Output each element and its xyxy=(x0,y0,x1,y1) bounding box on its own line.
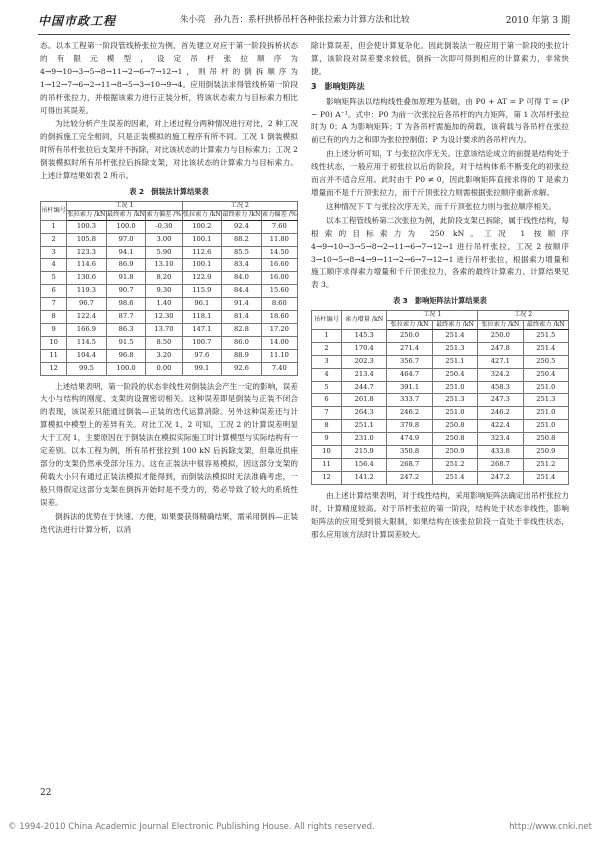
table-cell: 251.0 xyxy=(523,420,568,433)
table-cell: 250.4 xyxy=(523,368,568,381)
table-cell: 6 xyxy=(312,394,342,407)
copyright-notice: © 1994-2010 China Academic Journal Electronic Publishing House. All rights reserved. xyxy=(8,822,375,832)
table-cell: 99.1 xyxy=(182,362,222,375)
table-cell: 94.1 xyxy=(106,246,146,259)
paragraph: 为比较分析产生误差的因素，对上述过程分两种情况进行对比，2 种工况的倒拆施工完全相同，只是正装模拟的施工程序有所不同。工况 1 倒装模拟时所有吊杆张拉后支架并不拆除，对比该状态的计算索力与目标索力；工况 2 倒装模拟时所有吊杆张拉后拆除支架，对比该状态的计算索力与目标索力。上述计算结果如表 2 所示。 xyxy=(40,119,298,181)
table-cell: 96.1 xyxy=(182,298,222,311)
table-header: 最终索力 /kN xyxy=(222,211,261,219)
paragraph: 除计算误差，但会使计算复杂化。因此倒装法一般应用于第一阶段的张拉计算，该阶段对误差要求较低，倒拆一次即可得到相应的计算索力，非常快捷。 xyxy=(311,41,569,76)
table-cell: 271.4 xyxy=(387,342,432,355)
table-cell: 91.4 xyxy=(222,298,262,311)
table-cell: 12.30 xyxy=(146,311,182,324)
table-cell: 86.0 xyxy=(222,336,262,349)
table-cell: 9 xyxy=(312,433,342,446)
table-cell: 84.4 xyxy=(222,285,262,298)
paragraph: 以本工程管线桥第二次张拉为例，此阶段支架已拆除，属于线性结构，每根索的目标索力为 250 kN。工况 1 按顺序 4→9→10→3→5→8→2→11→6→7→12→1 进行吊杆张拉，工况 2 按顺序 3→10→5→8→4→9→11→2→6→7→12→1 进行吊杆张拉，根据索力增量和施工顺序求得索力增量和千斤顶张拉力，各索的最终计算索力、计算结果见表 3。 xyxy=(311,215,569,290)
table-cell: 247.2 xyxy=(478,471,523,484)
table-cell: 2 xyxy=(312,342,342,355)
paragraph: 态。以本工程第一阶段管线桥张拉为例，首先建立对应于第一阶段拆桥状态的有限元模型，设定吊杆张拉顺序为 4→9→10→3→5→8→11→2→6→7→12→1，则吊杆的倒拆顺序为 1→12→7→6→2→11→8→5→3→10→9→4。应用倒装法求得管线桥第一阶段的吊杆张拉力，并根据该索力进行正装分析，将该状态索力与目标索力相比可得出其误差。 xyxy=(40,41,298,115)
table-header: 索力增量 /kN xyxy=(341,311,386,330)
table-cell: 264.3 xyxy=(341,407,386,420)
table-cell: 250.9 xyxy=(523,446,568,459)
table-cell: 16.60 xyxy=(261,259,297,272)
table-cell: 3.20 xyxy=(146,349,182,362)
table-header: 工况 1 xyxy=(67,201,182,210)
page-footer xyxy=(8,822,592,832)
table-cell: 5.90 xyxy=(146,246,182,259)
table-cell: 250.9 xyxy=(432,446,477,459)
table-header: 最终索力 /kN xyxy=(432,320,477,329)
table-cell: 9 xyxy=(41,323,67,336)
table-cell: 118.1 xyxy=(182,311,222,324)
table-row xyxy=(41,233,298,246)
table-row xyxy=(312,471,569,484)
table-cell: 3 xyxy=(41,246,67,259)
table-cell: 391.1 xyxy=(387,381,432,394)
paragraph: 由上述计算结果表明，对于线性结构，采用影响矩阵法确定出吊杆张拉力时，计算精度较高。对于吊杆张拉的第一阶段，结构处于状态非线性，影响矩阵法的应用受到很大限制，如果结构在该张拉阶段一直处于非线性状态，那么应用该方法时计算误差较大。 xyxy=(311,490,569,539)
footer-url: http://www.cnki.net xyxy=(509,822,592,832)
table-cell: 145.3 xyxy=(341,329,386,342)
table-cell: 100.0 xyxy=(106,362,146,375)
table-cell: 4 xyxy=(41,259,67,272)
table-row xyxy=(41,336,298,349)
table-cell: 97.0 xyxy=(106,233,146,246)
table-cell: 11 xyxy=(41,349,67,362)
table-cell: 97.6 xyxy=(182,349,222,362)
table-cell: 247.8 xyxy=(478,342,523,355)
table-cell: 250.8 xyxy=(523,433,568,446)
table-cell: 251.0 xyxy=(432,407,477,420)
table-cell: 10 xyxy=(41,336,67,349)
table-header: 最终索力 /kN xyxy=(107,211,145,219)
table-cell: 246.2 xyxy=(387,407,432,420)
table-cell: 130.6 xyxy=(67,272,107,285)
table-cell: 251.4 xyxy=(432,471,477,484)
table-cell: 12 xyxy=(312,471,342,484)
table-cell: 251.0 xyxy=(523,381,568,394)
table-cell: 10 xyxy=(312,446,342,459)
table-cell: 86.3 xyxy=(106,323,146,336)
table-cell: 250.0 xyxy=(387,329,432,342)
table-cell: 114.5 xyxy=(67,336,107,349)
table-row xyxy=(312,342,569,355)
table-cell: 251.3 xyxy=(523,394,568,407)
issue-number: 2010 年第 3 期 xyxy=(505,16,570,26)
table-cell: 251.4 xyxy=(432,329,477,342)
table-cell: 86.9 xyxy=(106,259,146,272)
table-header: 张拉索力 /kN xyxy=(67,211,106,219)
table-cell: 1 xyxy=(312,329,342,342)
table-cell: 8 xyxy=(41,311,67,324)
table-cell: 100.1 xyxy=(182,259,222,272)
table-row xyxy=(312,407,569,420)
table-cell: 247.2 xyxy=(387,471,432,484)
table-cell: 2 xyxy=(41,233,67,246)
table-cell: 251.5 xyxy=(523,329,568,342)
paragraph: 由上述分析可知，T 与张拉次序无关。注意该结论成立的前提是结构处于线性状态，一般应用于初张拉以后的阶段，对于结构体系不断变化的初张拉而言并不适合应用。此时由于 P0 ≠ 0，因此影响矩阵直接求得的 T 是索力增量而不是千斤顶张拉力，而千斤顶张拉力则需根据张拉顺序重新求解。 xyxy=(311,149,569,197)
table-header: 吊杆编号 xyxy=(312,311,342,330)
table-cell: 251.2 xyxy=(523,459,568,472)
table-cell: 4 xyxy=(312,368,342,381)
table-cell: 268.7 xyxy=(478,459,523,472)
table-header: 吊杆编号 xyxy=(41,201,67,220)
table-cell: 96.8 xyxy=(106,349,146,362)
table-cell: 231.0 xyxy=(341,433,386,446)
table-header: 工况 2 xyxy=(182,201,297,210)
table-cell: 114.6 xyxy=(67,259,107,272)
table-cell: 6 xyxy=(41,285,67,298)
journal-logo: 中国市政工程 xyxy=(38,14,117,28)
table-cell: 474.9 xyxy=(387,433,432,446)
table-row xyxy=(312,433,569,446)
table-row xyxy=(41,259,298,272)
table-cell: 3.00 xyxy=(146,233,182,246)
table-cell: 83.4 xyxy=(222,259,262,272)
table-header: 张拉索力 /kN xyxy=(182,211,221,219)
table-cell: 251.4 xyxy=(523,342,568,355)
table-cell: -0.30 xyxy=(146,220,182,233)
table-cell: 261.8 xyxy=(341,394,386,407)
table-2-body xyxy=(41,220,298,375)
table-row xyxy=(312,394,569,407)
table-cell: 100.2 xyxy=(182,220,222,233)
table-cell: 98.6 xyxy=(106,298,146,311)
table-cell: 244.7 xyxy=(341,381,386,394)
table-cell: 356.7 xyxy=(387,355,432,368)
table-cell: 12 xyxy=(41,362,67,375)
table-cell: 333.7 xyxy=(387,394,432,407)
table-cell: 251.2 xyxy=(432,459,477,472)
left-column xyxy=(40,40,298,537)
table-cell: 100.1 xyxy=(182,233,222,246)
table-cell: 427.1 xyxy=(478,355,523,368)
table-cell: 141.2 xyxy=(341,471,386,484)
table-3-body xyxy=(312,329,569,484)
table-cell: 202.3 xyxy=(341,355,386,368)
table-cell: 324.2 xyxy=(478,368,523,381)
table-row xyxy=(312,420,569,433)
table-row xyxy=(312,459,569,472)
table-row xyxy=(41,272,298,285)
table-cell: 156.4 xyxy=(341,459,386,472)
table-cell: 88.2 xyxy=(222,233,262,246)
table-cell: 99.5 xyxy=(67,362,107,375)
table-cell: 92.4 xyxy=(222,220,262,233)
table-cell: 251.1 xyxy=(341,420,386,433)
table-cell: 250.8 xyxy=(432,420,477,433)
table-cell: 100.3 xyxy=(67,220,107,233)
running-title: 朱小亮 孙九吾：系杆拱桥吊杆各种张拉索力计算方法和比较 xyxy=(180,15,410,25)
table-row xyxy=(41,349,298,362)
table-cell: 16.00 xyxy=(261,272,297,285)
table-cell: 91.5 xyxy=(106,336,146,349)
table-row xyxy=(312,381,569,394)
table-cell: 13.10 xyxy=(146,259,182,272)
table-row xyxy=(312,355,569,368)
table-cell: 166.9 xyxy=(67,323,107,336)
table-row xyxy=(41,311,298,324)
table-cell: 5 xyxy=(41,272,67,285)
table-cell: 81.4 xyxy=(222,311,262,324)
table-row xyxy=(41,220,298,233)
table-cell: 92.6 xyxy=(222,362,262,375)
table-cell: 250.5 xyxy=(523,355,568,368)
table-cell: 433.8 xyxy=(478,446,523,459)
table-cell: 14.00 xyxy=(261,336,297,349)
table-row xyxy=(41,246,298,259)
table-3 xyxy=(311,310,569,485)
table-cell: 147.1 xyxy=(182,323,222,336)
table-cell: 84.0 xyxy=(222,272,262,285)
table-cell: 458.3 xyxy=(478,381,523,394)
table-cell: 88.9 xyxy=(222,349,262,362)
table-cell: 323.4 xyxy=(478,433,523,446)
paragraph: 上述结果表明，第一阶段的状态非线性对倒装法会产生一定的影响，误差大小与结构的刚度、支架的设置密切相关。这种误差即是倒装与正装不闭合的表现，该误差只能通过倒装—正装的迭代运算消除。另外这种误差还与计算模拟中模型上的差异有关。对比工况 1、2 可知，工况 2 的计算误差明显大于工况 1，主要原因在于倒装法在模拟实际施工时计算模型与实际结构有一定差别。以本工程为例，所有吊杆张拉到 100 kN 后拆除支架，但靠近拱座部分的支架仍然承受部分压力。这在正装法中很容易模拟，因这部分支架的荷载大小只有通过正装法模拟才能得到，而倒装法模拟时无法准确考虑，一般只得假定这部分支架在倒拆开始时是不受力的，势必导致了较大的系统性误差。 xyxy=(40,381,298,507)
table-cell: 251.1 xyxy=(432,355,477,368)
table-cell: 15.60 xyxy=(261,285,297,298)
table-row xyxy=(312,446,569,459)
table-cell: 96.7 xyxy=(67,298,107,311)
table-cell: 215.9 xyxy=(341,446,386,459)
table-cell: 7.60 xyxy=(261,220,297,233)
table-cell: 7 xyxy=(312,407,342,420)
table-header: 工况 1 xyxy=(387,311,478,320)
table-cell: 122.9 xyxy=(182,272,222,285)
table-cell: 5 xyxy=(312,381,342,394)
table-cell: 18.60 xyxy=(261,311,297,324)
table-row xyxy=(312,368,569,381)
table-cell: 250.4 xyxy=(432,368,477,381)
table-cell: 91.8 xyxy=(106,272,146,285)
table-row xyxy=(41,323,298,336)
table-cell: 104.4 xyxy=(67,349,107,362)
table-cell: 213.4 xyxy=(341,368,386,381)
table-cell: 112.6 xyxy=(182,246,222,259)
table-cell: 82.8 xyxy=(222,323,262,336)
table-cell: 9.30 xyxy=(146,285,182,298)
table-cell: 119.3 xyxy=(67,285,107,298)
table-3-caption: 表 3 影响矩阵法计算结果表 xyxy=(393,296,487,306)
table-cell: 100.0 xyxy=(106,220,146,233)
table-cell: 251.3 xyxy=(432,394,477,407)
table-cell: 100.7 xyxy=(182,336,222,349)
table-cell: 8.50 xyxy=(146,336,182,349)
table-row xyxy=(41,285,298,298)
table-cell: 246.2 xyxy=(478,407,523,420)
table-cell: 0.00 xyxy=(146,362,182,375)
table-cell: 17.20 xyxy=(261,323,297,336)
table-cell: 8.20 xyxy=(146,272,182,285)
table-cell: 170.4 xyxy=(341,342,386,355)
table-cell: 123.3 xyxy=(67,246,107,259)
table-cell: 7.40 xyxy=(261,362,297,375)
table-cell: 350.8 xyxy=(387,446,432,459)
table-cell: 11.10 xyxy=(261,349,297,362)
page-header xyxy=(38,8,570,35)
table-cell: 105.8 xyxy=(67,233,107,246)
table-cell: 87.7 xyxy=(106,311,146,324)
table-cell: 1.40 xyxy=(146,298,182,311)
table-2 xyxy=(40,201,298,376)
table-cell: 122.4 xyxy=(67,311,107,324)
table-cell: 251.0 xyxy=(432,381,477,394)
table-cell: 251.4 xyxy=(523,471,568,484)
table-cell: 85.5 xyxy=(222,246,262,259)
right-column xyxy=(311,40,569,542)
table-2-caption: 表 2 倒装法计算结果表 xyxy=(129,186,209,196)
table-cell: 115.9 xyxy=(182,285,222,298)
table-cell: 8 xyxy=(312,420,342,433)
table-header: 索力偏差 /% xyxy=(262,211,297,219)
table-cell: 7 xyxy=(41,298,67,311)
table-cell: 8.60 xyxy=(261,298,297,311)
table-cell: 14.50 xyxy=(261,246,297,259)
table-cell: 251.0 xyxy=(523,407,568,420)
section-heading: 3 影响矩阵法 xyxy=(311,81,365,91)
table-cell: 251.3 xyxy=(432,342,477,355)
table-row xyxy=(41,298,298,311)
page-number: 22 xyxy=(40,788,52,798)
table-cell: 90.7 xyxy=(106,285,146,298)
paragraph: 倒拆法的优势在于快速、方便，如果要获得精确结果，需采用倒拆—正装迭代法进行计算分析，以消 xyxy=(40,511,298,534)
table-cell: 250.0 xyxy=(478,329,523,342)
table-cell: 11.80 xyxy=(261,233,297,246)
table-header: 索力偏差 /% xyxy=(146,211,182,219)
table-header: 最终索力 /kN xyxy=(523,320,568,329)
table-cell: 379.8 xyxy=(387,420,432,433)
table-cell: 250.8 xyxy=(432,433,477,446)
table-cell: 268.7 xyxy=(387,459,432,472)
table-header: 工况 2 xyxy=(478,311,569,320)
table-cell: 464.7 xyxy=(387,368,432,381)
table-cell: 1 xyxy=(41,220,67,233)
table-cell: 13.70 xyxy=(146,323,182,336)
table-cell: 422.4 xyxy=(478,420,523,433)
paragraph: 影响矩阵法以结构线性叠加原理为基础，由 P0 + AT = P 可得 T = (P − P0) A⁻¹。式中：P0 为前一次张拉后各吊杆的内力矩阵，第 1 次吊杆张拉时为 0；A 为影响矩阵；T 为各吊杆需施加的荷载，该荷载与各吊杆在张拉前已有的内力之和即为张拉控制值；P 为设计要求的各吊杆内力。 xyxy=(311,96,569,145)
table-cell: 3 xyxy=(312,355,342,368)
table-row xyxy=(312,329,569,342)
table-cell: 11 xyxy=(312,459,342,472)
table-row xyxy=(41,362,298,375)
table-cell: 247.3 xyxy=(478,394,523,407)
table-header: 张拉索力 /kN xyxy=(387,320,432,329)
paragraph: 这种情况下 T 与张拉次序无关，而千斤顶张拉力则与张拉顺序相关。 xyxy=(326,201,557,211)
table-header: 张拉索力 /kN xyxy=(478,320,523,329)
